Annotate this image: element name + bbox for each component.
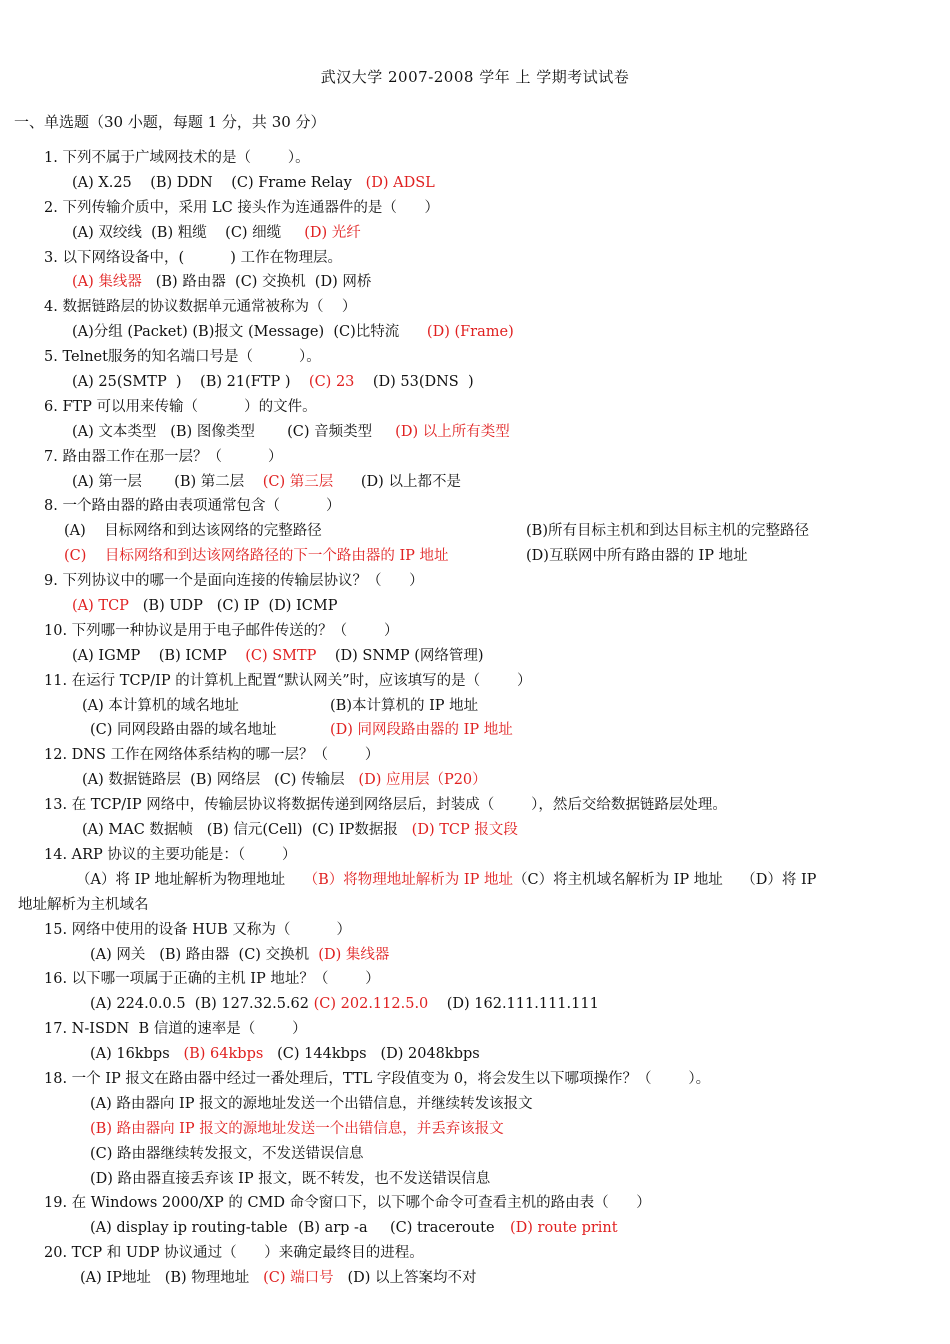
question-stem: 6. FTP 可以用来传输（ ）的文件。 (44, 398, 317, 415)
option-d-answer: (D) route print (510, 1220, 618, 1237)
option-b: (B) 第二层 (174, 473, 245, 490)
question-stem: 12. DNS 工作在网络体系结构的哪一层？（ ） (44, 747, 380, 764)
option-d-answer: (D) 集线器 (318, 946, 390, 963)
option-a: (A) 本计算机的域名地址 (82, 697, 239, 714)
option-a: (A) 16kbps (90, 1046, 170, 1063)
option-a: (A) display ip routing-table (90, 1220, 288, 1237)
option-b: (B)所有目标主机和到达目标主机的完整路径 (526, 523, 809, 540)
option-d-answer: (D) ADSL (365, 174, 435, 191)
option-c: (C) 144kbps (277, 1046, 367, 1063)
option-row (0, 320, 950, 345)
option-b: (B) 物理地址 (164, 1270, 250, 1287)
option-c-answer: (C) SMTP (245, 647, 317, 664)
option-a: (A) 网关 (90, 946, 146, 963)
option-row (0, 644, 950, 669)
option-c-answer: (C) 23 (308, 374, 355, 391)
option-a: (A) X.25 (72, 174, 132, 191)
option-d: (D) 路由器直接丢弃该 IP 报文，既不转发，也不发送错误信息 (90, 1170, 491, 1187)
option-row (0, 1266, 950, 1291)
option-d-continued: 地址解析为主机域名 (18, 896, 149, 913)
option-row (0, 992, 950, 1017)
option-a: (A) 双绞线 (72, 224, 142, 241)
option-row (0, 221, 950, 246)
option-d: (D)互联网中所有路由器的 IP 地址 (526, 548, 748, 565)
option-a: (A) IP地址 (80, 1270, 151, 1287)
option-b: (B) 网络层 (190, 772, 261, 789)
question-stem: 17. N-ISDN B 信道的速率是（ ） (44, 1021, 307, 1038)
option-row (0, 768, 950, 793)
option-c: （C）将主机域名解析为 IP 地址 (512, 871, 723, 888)
option-row (0, 1216, 950, 1241)
question-stem: 8. 一个路由器的路由表项通常包含（ ） (44, 498, 341, 515)
exam-title: 武汉大学 2007-2008 学年 上 学期考试试卷 (320, 68, 630, 86)
option-a-answer: (A) 集线器 (72, 274, 142, 291)
option-d: (D) SNMP (网络管理) (334, 647, 484, 664)
option-row (0, 718, 950, 743)
option-c: (C) 传输层 (274, 772, 345, 789)
option-d-answer: (D) 应用层（P20） (358, 772, 487, 789)
option-b: (B) DDN (150, 174, 213, 191)
option-d: （D）将 IP (741, 871, 817, 888)
option-c-answer: (C) 端口号 (263, 1270, 334, 1287)
option-a: (A) 25(SMTP ) (72, 374, 182, 391)
question-stem: 15. 网络中使用的设备 HUB 又称为（ ） (44, 921, 351, 938)
question-stem: 4. 数据链路层的协议数据单元通常被称为（ ） (44, 299, 357, 316)
option-b: (B)本计算机的 IP 地址 (330, 697, 479, 714)
question-stem: 10. 下列哪一种协议是用于电子邮件传送的？（ ） (44, 622, 399, 639)
option-d-answer: (D) (Frame) (426, 324, 514, 341)
option-d: (D) 网桥 (314, 274, 372, 291)
option-row (0, 868, 950, 893)
option-b: (B) 路由器 (159, 946, 230, 963)
question-stem: 1. 下列不属于广域网技术的是（ ）。 (44, 150, 310, 166)
option-row (0, 943, 950, 968)
option-c: (C) traceroute (390, 1220, 495, 1237)
option-b: (B) 路由器 (155, 274, 226, 291)
option-c-answer: (C) 202.112.5.0 (313, 996, 429, 1013)
option-b-answer: (B) 64kbps (183, 1046, 264, 1063)
section-heading: 一、单选题（30 小题，每题 1 分，共 30 分） (14, 113, 326, 131)
option-row (0, 1042, 950, 1067)
option-d-answer: (D) TCP 报文段 (411, 822, 518, 839)
option-c: (C) 交换机 (238, 946, 310, 963)
option-c: (C) Frame Relay (231, 174, 352, 191)
option-c: (C) IP数据报 (311, 822, 398, 839)
option-d: (D) 162.111.111.111 (446, 996, 599, 1013)
question-stem: 11. 在运行 TCP/IP 的计算机上配置“默认网关”时，应该填写的是（ ） (44, 672, 532, 689)
option-row (0, 420, 950, 445)
question-stem: 18. 一个 IP 报文在路由器中经过一番处理后，TTL 字段值变为 0，将会发生以下哪项操作？（ ）。 (44, 1070, 711, 1087)
option-b-answer: （B）将物理地址解析为 IP 地址 (303, 871, 513, 888)
option-d-answer: (D) 以上所有类型 (395, 423, 510, 440)
option-row (0, 594, 950, 619)
option-c-answer: (C) 目标网络和到达该网络路径的下一个路由器的 IP 地址 (64, 548, 449, 565)
option-d: (D) ICMP (268, 598, 338, 615)
option-row (0, 694, 950, 719)
option-b: (B) 图像类型 (170, 423, 255, 440)
option-row (0, 544, 950, 569)
question-stem: 13. 在 TCP/IP 网络中，传输层协议将数据传递到网络层后，封装成（ ），然后交给数据链路层处理。 (44, 797, 727, 814)
question-stem: 3. 以下网络设备中，( ) 工作在物理层。 (44, 249, 342, 266)
option-b: (B)报文 (Message) (192, 324, 325, 341)
option-a: (A) MAC 数据帧 (82, 822, 193, 839)
option-d: (D) 53(DNS ) (372, 374, 474, 391)
question-stem: 16. 以下哪一项属于正确的主机 IP 地址？（ ） (44, 971, 380, 988)
option-b: (B) UDP (142, 598, 203, 615)
option-b: (B) 127.32.5.62 (194, 996, 310, 1013)
option-row (0, 171, 950, 196)
option-c: (C) IP (216, 598, 260, 615)
question-stem: 2. 下列传输介质中，采用 LC 接头作为连通器件的是（ ） (44, 199, 440, 216)
option-c: (C) 细缆 (225, 224, 282, 241)
option-d: (D) 以上答案均不对 (347, 1270, 477, 1287)
option-c: (C) 音频类型 (287, 423, 373, 440)
question-stem: 19. 在 Windows 2000/XP 的 CMD 命令窗口下，以下哪个命令可查看主机的路由表（ ） (44, 1195, 651, 1212)
option-c: (C)比特流 (333, 324, 400, 341)
option-c: (C) 路由器继续转发报文，不发送错误信息 (90, 1145, 364, 1162)
option-a: (A) 224.0.0.5 (90, 996, 186, 1013)
question-stem: 20. TCP 和 UDP 协议通过（ ）来确定最终目的进程。 (44, 1245, 424, 1262)
option-d-answer: (D) 同网段路由器的 IP 地址 (330, 722, 513, 739)
question-stem: 9. 下列协议中的哪一个是面向连接的传输层协议？（ ） (44, 573, 424, 590)
option-a: (A) 数据链路层 (82, 772, 181, 789)
option-row (0, 370, 950, 395)
option-a: (A) 第一层 (72, 473, 142, 490)
option-row (0, 270, 950, 295)
question-stem: 5. Telnet服务的知名端口号是（ ）。 (44, 349, 321, 366)
option-b: (B) arp -a (298, 1220, 368, 1237)
option-b: (B) 信元(Cell) (206, 822, 303, 839)
question-list (0, 146, 950, 1291)
option-a: (A) 目标网络和到达该网络的完整路径 (64, 523, 322, 540)
option-row (0, 470, 950, 495)
option-b: (B) ICMP (158, 647, 227, 664)
option-c: (C) 同网段路由器的域名地址 (90, 722, 277, 739)
option-c: (C) 交换机 (235, 274, 306, 291)
option-b: (B) 粗缆 (151, 224, 207, 241)
option-b: (B) 21(FTP ) (200, 374, 291, 391)
option-a: （A）将 IP 地址解析为物理地址 (76, 871, 286, 888)
option-a-answer: (A) TCP (72, 598, 129, 615)
option-a: (A) 文本类型 (72, 423, 157, 440)
option-d-answer: (D) 光纤 (304, 224, 361, 241)
option-row (0, 519, 950, 544)
option-c-answer: (C) 第三层 (262, 473, 334, 490)
option-d: (D) 以上都不是 (360, 473, 461, 490)
option-row (0, 818, 950, 843)
option-a: (A) 路由器向 IP 报文的源地址发送一个出错信息，并继续转发该报文 (90, 1095, 533, 1112)
option-d: (D) 2048kbps (380, 1046, 480, 1063)
option-a: (A)分组 (Packet) (72, 324, 188, 341)
question-stem: 7. 路由器工作在那一层？（ ） (44, 448, 283, 465)
option-b-answer: (B) 路由器向 IP 报文的源地址发送一个出错信息，并丢弃该报文 (90, 1120, 504, 1137)
question-stem: 14. ARP 协议的主要功能是：（ ） (44, 846, 297, 863)
option-a: (A) IGMP (72, 647, 141, 664)
